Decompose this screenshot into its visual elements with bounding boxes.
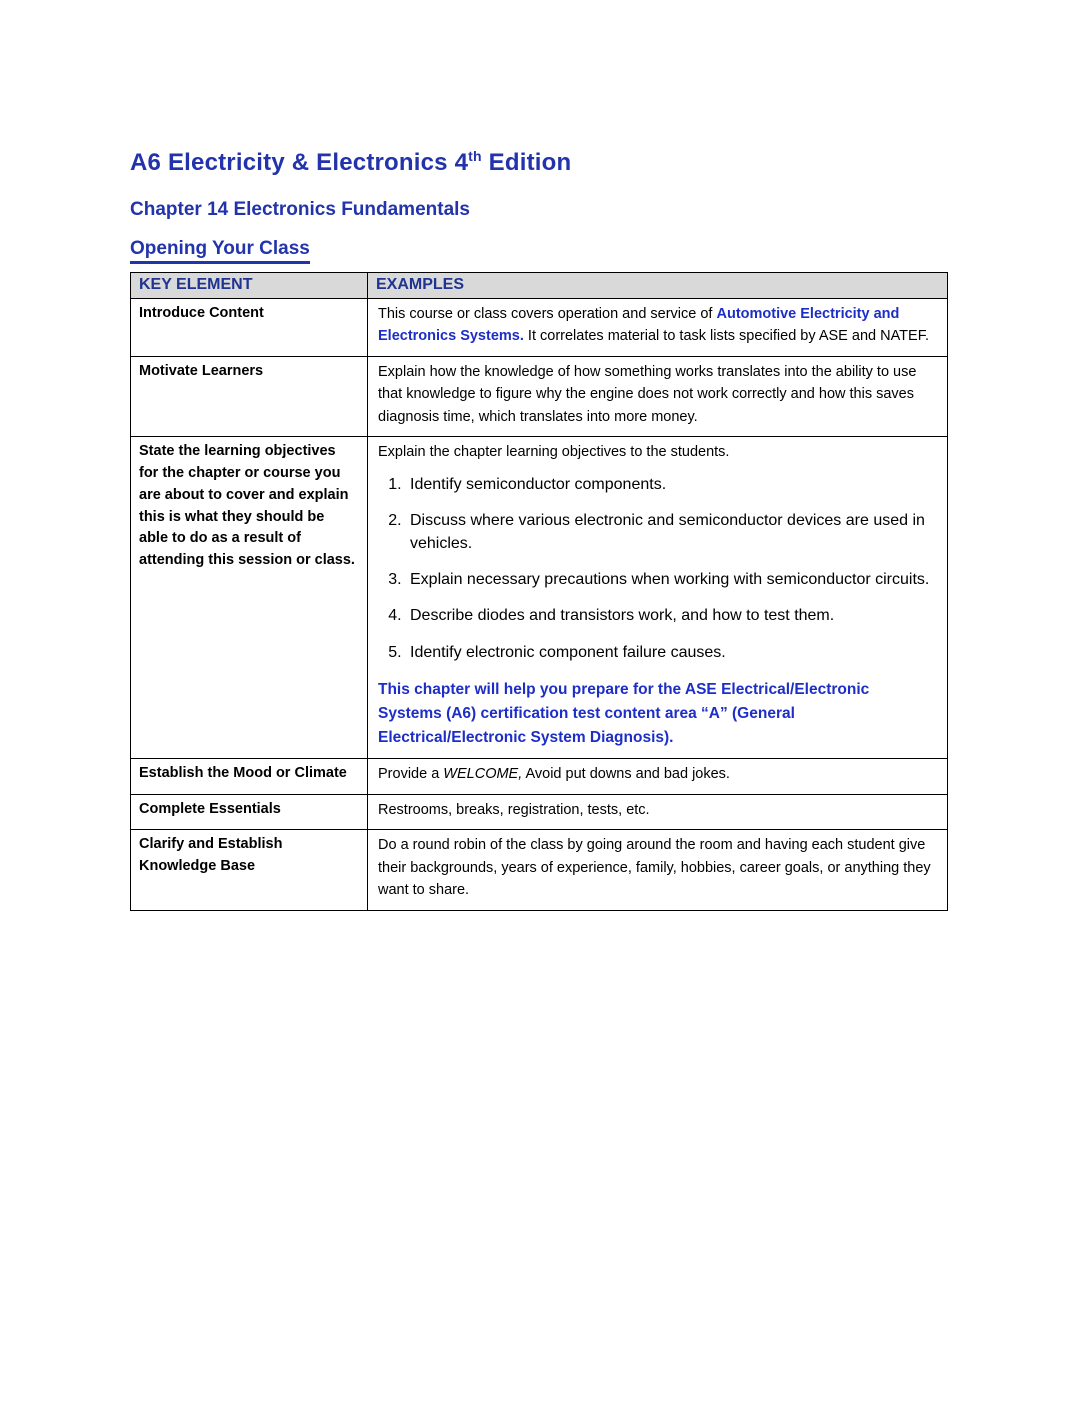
objective-item: 1. Identify semiconductor components. xyxy=(406,474,935,496)
objective-item: 2. Discuss where various electronic and semiconductor devices are used in vehicles. xyxy=(406,510,935,555)
example-cell xyxy=(368,356,948,436)
highlighted-text: Automotive Electricity and Electronics Systems. xyxy=(378,306,900,345)
objective-item: 4. Describe diodes and transistors work, and how to test them. xyxy=(406,605,935,627)
page-title-superscript: th xyxy=(468,148,482,164)
objective-item: 5. Identify electronic component failure causes. xyxy=(406,642,935,664)
example-paragraph xyxy=(378,763,935,785)
key-cell: State the learning objectives for the chapter or course you are about to cover and explain this is what they should be able to do as a result of attending this session or class. xyxy=(131,437,368,759)
table-row-introduce-content xyxy=(131,299,948,357)
table-header-row xyxy=(131,273,948,299)
example-cell xyxy=(368,299,948,357)
page-title-tail: Edition xyxy=(481,149,572,176)
example-paragraph: Do a round robin of the class by going around the room and having each student give their backgrounds, years of experience, family, hobbies, career goals, or anything they want to share. xyxy=(378,837,931,899)
example-paragraph: Restrooms, breaks, registration, tests, etc. xyxy=(378,801,650,818)
page-title xyxy=(130,148,958,177)
page-title-main: A6 Electricity & Electronics 4 xyxy=(130,149,469,176)
table-row-complete-essentials xyxy=(131,794,948,829)
table-row-clarify-knowledge-base xyxy=(131,830,948,910)
example-paragraph: Explain how the knowledge of how something works translates into the ability to use that knowledge to figure why the engine does not work correctly and how this saves diagnosis time, which translates into more money. xyxy=(378,363,917,425)
example-cell xyxy=(368,794,948,829)
example-text-segment: This course or class covers operation and service of xyxy=(378,306,717,322)
table-header-examples: EXAMPLES xyxy=(368,273,948,299)
example-cell xyxy=(368,759,948,794)
key-cell: Establish the Mood or Climate xyxy=(131,759,368,794)
example-cell xyxy=(368,437,948,759)
example-text-segment: It correlates material to task lists specified by ASE and NATEF. xyxy=(523,328,929,345)
objectives-list xyxy=(378,474,935,664)
objective-item: 3. Explain necessary precautions when working with semiconductor circuits. xyxy=(406,569,935,591)
section-heading xyxy=(130,233,958,264)
key-element-table xyxy=(130,272,948,911)
example-paragraph xyxy=(378,303,935,348)
key-cell: Clarify and Establish Knowledge Base xyxy=(131,830,368,910)
emphasized-text: WELCOME, xyxy=(443,766,523,783)
example-text-segment: Provide a xyxy=(378,766,444,783)
example-text-segment: Avoid put downs and bad jokes. xyxy=(522,766,730,783)
key-cell: Introduce Content xyxy=(131,299,368,357)
chapter-subtitle: Chapter 14 Electronics Fundamentals xyxy=(130,199,470,220)
section-heading-text: Opening Your Class xyxy=(130,238,310,264)
key-cell: Motivate Learners xyxy=(131,356,368,436)
table-row-establish-mood xyxy=(131,759,948,794)
table-row-motivate-learners xyxy=(131,356,948,436)
ase-certification-note: This chapter will help you prepare for the ASE Electrical/Electronic Systems (A6) certification test content area “A” (General Electrical/Electronic System Diagnosis). xyxy=(378,681,870,747)
document-page xyxy=(130,148,958,911)
table-header-key-element: KEY ELEMENT xyxy=(131,273,368,299)
example-cell xyxy=(368,830,948,910)
table-row-learning-objectives xyxy=(131,437,948,759)
key-cell: Complete Essentials xyxy=(131,794,368,829)
objectives-intro: Explain the chapter learning objectives to the students. xyxy=(378,444,730,461)
